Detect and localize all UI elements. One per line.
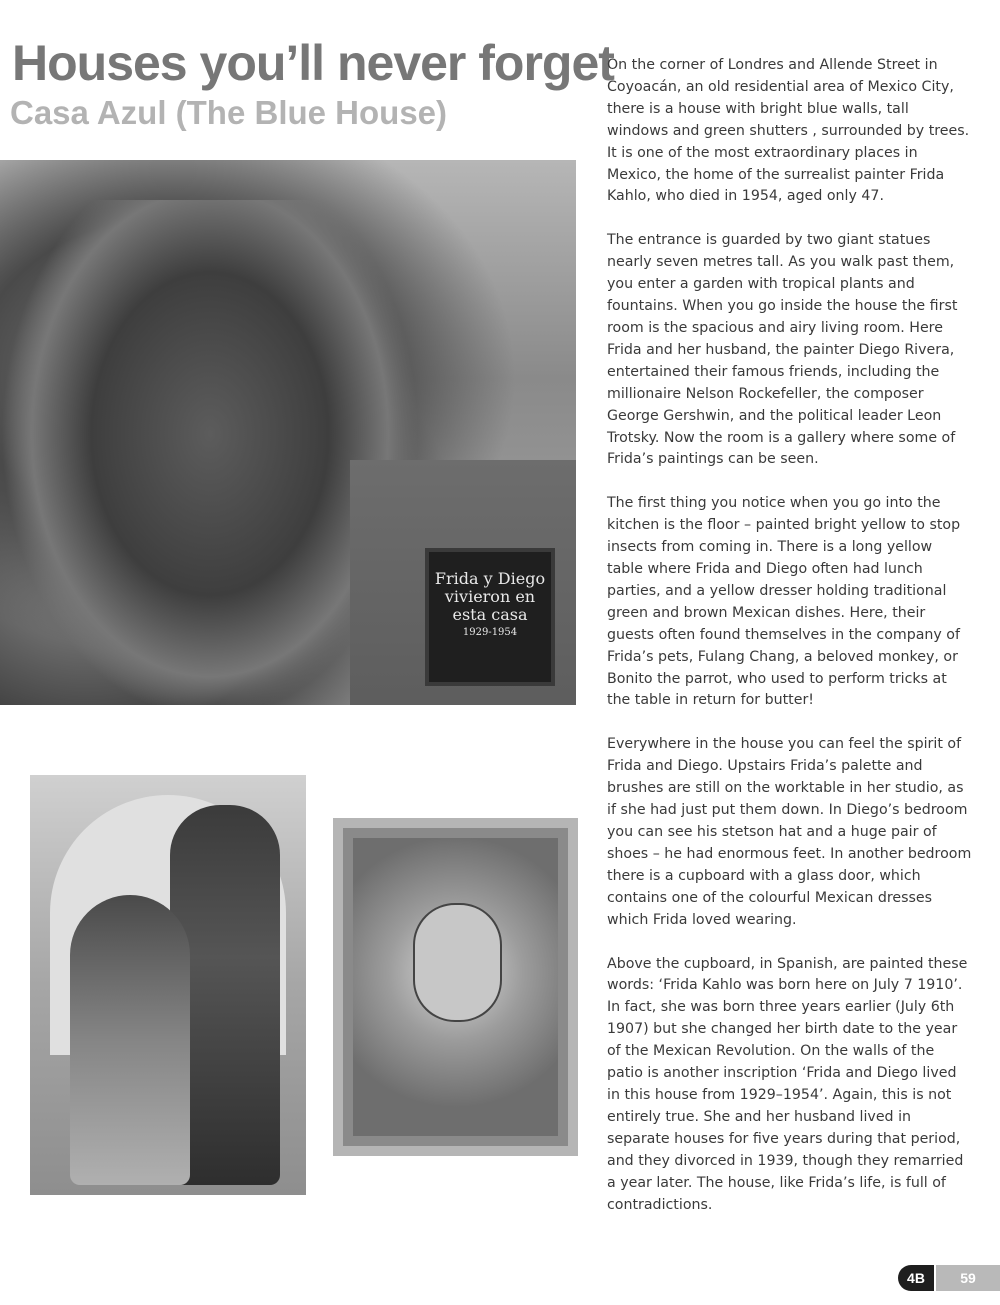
- article-body: [607, 55, 972, 1238]
- article-paragraph-5: Above the cupboard, in Spanish, are painted these words: ‘Frida Kahlo was born here on July 7 1910’. In fact, she was born three years earlier (July 6th 1907) but she changed her birth date to the year of the Mexican Revolution. On the walls of the patio is another inscription ‘Frida and Diego lived in this house from 1929–1954’. Again, this is not entirely true. She and her husband lived in separate houses for five years during that period, and they divorced in 1939, though they remarried a year later. The house, like Frida’s life, is full of contradictions.: [607, 955, 968, 1213]
- painting-face: [413, 903, 502, 1022]
- article-paragraph-2: The entrance is guarded by two giant statues nearly seven metres tall. As you walk past them, you enter a garden with tropical plants and fountains. When you go inside the house the first room is the spacious and airy living room. Here Frida and her husband, the painter Diego Rivera, entertained their famous friends, including the millionaire Nelson Rockefeller, the composer George Gershwin, and the political leader Leon Trotsky. Now the room is a gallery where some of Frida’s paintings can be seen.: [607, 232, 958, 468]
- page-title: Houses you’ll never forget: [12, 35, 614, 91]
- page-number: 59: [936, 1265, 1000, 1291]
- frida-figure: [70, 895, 190, 1185]
- unit-badge: 4B: [898, 1265, 934, 1291]
- frida-diego-photo: [30, 775, 306, 1195]
- article-paragraph-1: On the corner of Londres and Allende Street in Coyoacán, an old residential area of Mexico City, there is a house with bright blue walls, tall windows and green shutters , surrounded by trees. It is one of the most extraordinary places in Mexico, the home of the surrealist painter Frida Kahlo, who died in 1954, aged only 47.: [607, 57, 970, 205]
- article-paragraph-4: Everywhere in the house you can feel the spirit of Frida and Diego. Upstairs Frida’s palette and brushes are still on the worktable in her studio, as if she had just put them down. In Diego’s bedroom you can see his stetson hat and a huge pair of shoes – he had enormous feet. In another bedroom there is a cupboard with a glass door, which contains one of the colourful Mexican dresses which Frida loved wearing.: [607, 736, 972, 928]
- house-sign-line1: Frida y Diego: [434, 569, 546, 588]
- house-sign-line3: esta casa: [452, 605, 528, 624]
- house-garden-photo: [0, 160, 576, 705]
- house-sign-line4: 1929-1954: [462, 627, 518, 638]
- house-sign: [425, 548, 555, 686]
- frida-portrait-painting: [333, 818, 578, 1156]
- article-paragraph-3: The first thing you notice when you go into the kitchen is the floor – painted bright yellow to stop insects from coming in. There is a long yellow table where Frida and Diego often had lunch parties, and a yellow dresser holding traditional green and brown Mexican dishes. Here, their guests often found themselves in the company of Frida’s pets, Fulang Chang, a beloved monkey, or Bonito the parrot, who used to perform tricks at the table in return for butter!: [607, 495, 961, 709]
- page-subtitle: Casa Azul (The Blue House): [10, 94, 448, 131]
- house-sign-line2: vivieron en: [444, 587, 536, 606]
